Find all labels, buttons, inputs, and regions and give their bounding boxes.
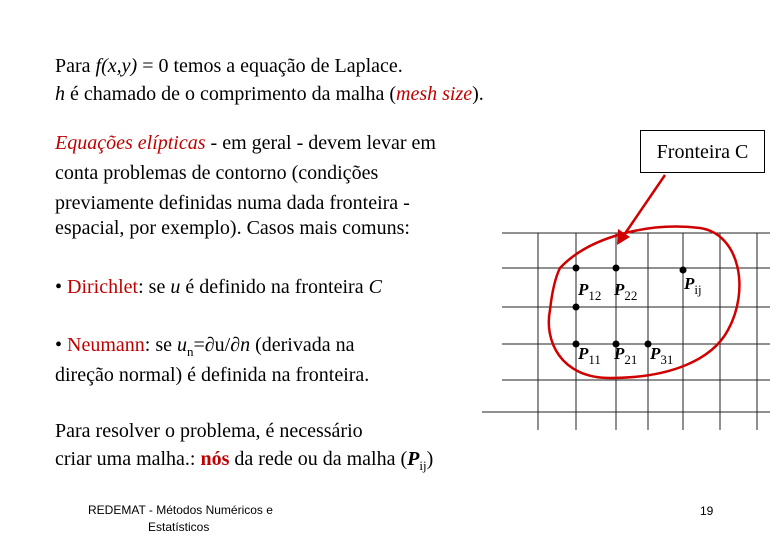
elliptic-line-4: espacial, por exemplo). Casos mais comuns: [55,217,410,239]
neumann-bullet: • Neumann: se $u_n=\partial u/\partial n$ (derivada na [55,334,355,359]
footer-source-line-1: REDEMAT - Métodos Numéricos e [88,503,273,517]
node-label-pij: $P_{ij}$ [684,274,702,297]
node-label-p31: $P_{31}$ [650,344,674,367]
intro-line-2: h é chamado de o comprimento da malha (mesh size). [55,83,484,105]
node-label-p12: $P_{12}$ [578,280,602,303]
elliptic-line-1: Equações elípticas - em geral - devem levar em [55,132,436,154]
node-label-p11: $P_{11}$ [578,344,601,367]
neumann-line-2: direção normal) é definida na fronteira. [55,364,370,386]
elliptic-line-2: conta problemas de contorno (condições [55,162,379,184]
footer-source-line-2: Estatísticos [148,520,210,534]
boundary-label-box: Fronteira C [640,130,765,173]
page-number: 19 [700,504,714,518]
intro-line-1: Para f(x,y) = 0 temos a equação de Laplace. [55,55,403,77]
dirichlet-bullet: • Dirichlet: se u é definido na fronteira C [55,276,388,299]
elliptic-line-3: previamente definidas numa dada fronteira - [55,192,410,214]
node-label-p21: $P_{21}$ [614,344,638,367]
solve-line-1: Para resolver o problema, é necessário [55,420,363,442]
node-label-p22: $P_{22}$ [614,280,638,303]
solve-line-2: criar uma malha.: nós da rede ou da malha $(P_{ij})$ [55,448,434,473]
